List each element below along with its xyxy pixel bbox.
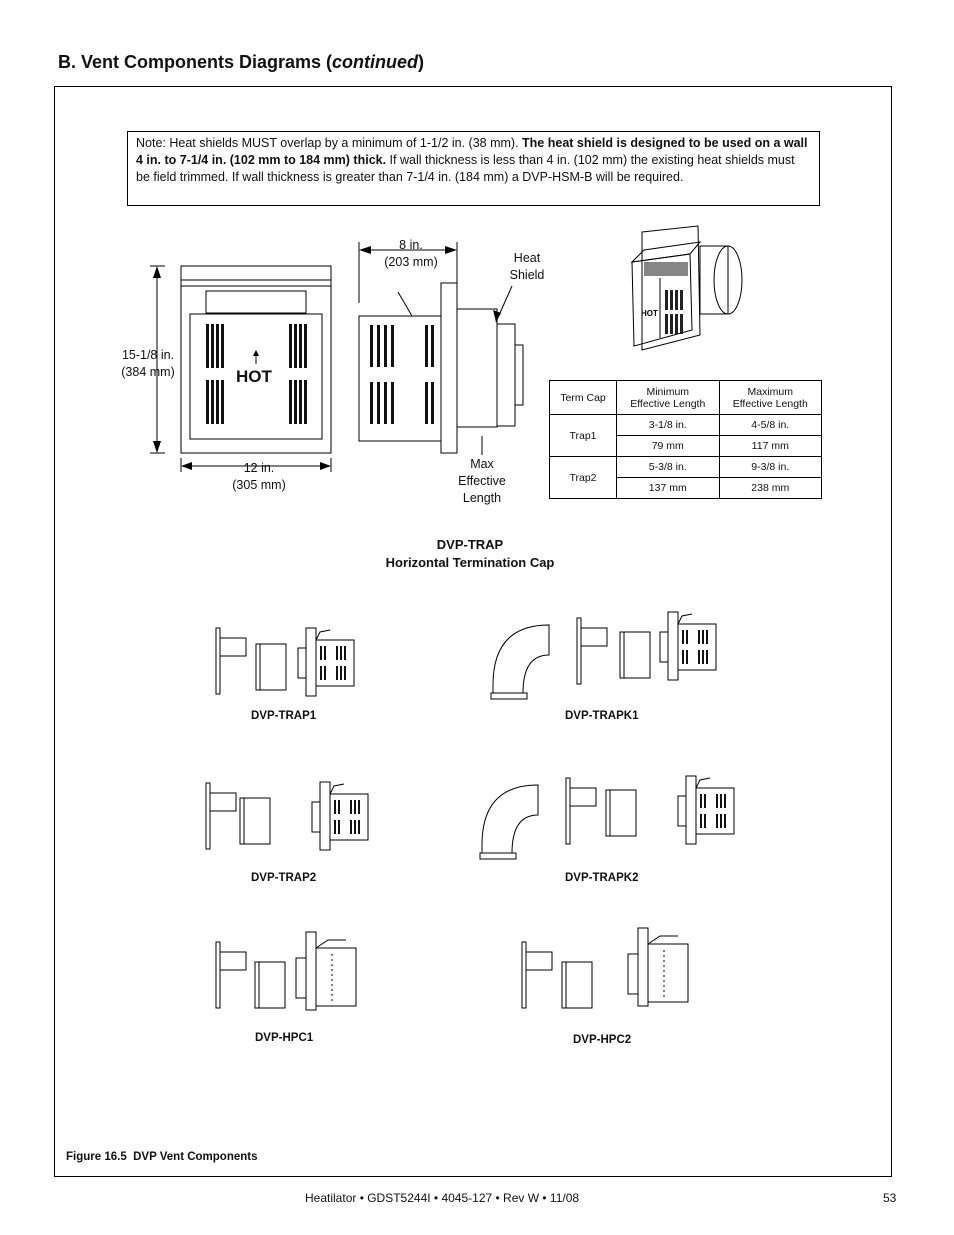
width-dimension-label: 12 in. (305 mm) (232, 461, 286, 492)
label-dvp-trapk1: DVP-TRAPK1 (565, 710, 639, 722)
table-cell: 4-5/8 in. (719, 415, 822, 436)
table-header-minimum: Minimum Effective Length (617, 381, 720, 415)
hot-warning-label: HOT (236, 367, 272, 386)
max-effective-length-label: Max Effective Length (458, 457, 506, 505)
table-cell: 3-1/8 in. (617, 415, 720, 436)
table-cell: 137 mm (617, 478, 720, 499)
table-cell: 117 mm (719, 436, 822, 457)
table-cell-cap: Trap1 (550, 415, 617, 457)
heat-shield-label: Heat Shield (509, 251, 545, 282)
label-dvp-trap2: DVP-TRAP2 (251, 872, 317, 884)
page-number: 53 (883, 1191, 897, 1205)
table-header-maximum: Maximum Effective Length (719, 381, 822, 415)
footer-doc-info: Heatilator • GDST5244I • 4045-127 • Rev W • 11/08 (305, 1191, 580, 1205)
label-dvp-trap1: DVP-TRAP1 (251, 710, 317, 722)
table-cell: 9-3/8 in. (719, 457, 822, 478)
table-cell: 5-3/8 in. (617, 457, 720, 478)
svg-text:HOT: HOT (641, 309, 658, 318)
table-cell-cap: Trap2 (550, 457, 617, 499)
dvp-trap-caption: DVP-TRAP Horizontal Termination Cap (385, 537, 555, 570)
label-dvp-hpc1: DVP-HPC1 (255, 1032, 314, 1044)
note-box: Note: Heat shields MUST overlap by a minimum of 1-1/2 in. (38 mm). The heat shield is designed to be used on a wall 4 in. to 7-1/4 in. (102 mm to 184 mm) thick. If wall thickness is less than 4 in. (102 mm) the existing heat shields must be field trimmed. If wall thickness is greater than 7-1/4 in. (184 mm) a DVP-HSM-B will be required. (127, 131, 820, 206)
table-cell: 238 mm (719, 478, 822, 499)
label-dvp-hpc2: DVP-HPC2 (573, 1034, 632, 1046)
depth-dimension-label: 8 in. (203 mm) (384, 238, 438, 269)
figure-caption: Figure 16.5 DVP Vent Components (66, 1151, 258, 1163)
height-dimension-label: 15-1/8 in. (384 mm) (121, 348, 175, 379)
table-header-term-cap: Term Cap (550, 381, 617, 415)
label-dvp-trapk2: DVP-TRAPK2 (565, 872, 639, 884)
section-heading: B. Vent Components Diagrams (continued) (58, 52, 425, 72)
table-cell: 79 mm (617, 436, 720, 457)
